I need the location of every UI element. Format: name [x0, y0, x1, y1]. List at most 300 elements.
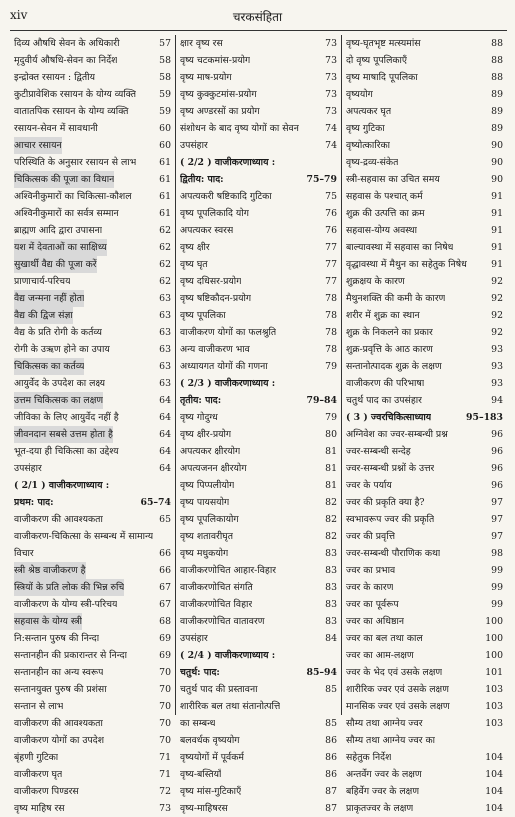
toc-entry-title: द्वितीय: पाद:: [180, 174, 224, 185]
toc-entry: [346, 613, 503, 630]
toc-entry: [180, 732, 337, 749]
toc-entry-page: 90: [491, 157, 503, 168]
toc-entry: [14, 256, 171, 273]
toc-entry: [346, 205, 503, 222]
toc-entry-title: कुटीप्रावेशिक रसायन के योग्य व्यक्ति: [14, 89, 137, 100]
toc-entry-title: ज्वर के कारण: [346, 582, 394, 593]
toc-entry-page: 85: [325, 684, 337, 695]
toc-entry: [180, 630, 337, 647]
toc-entry: [14, 137, 171, 154]
toc-entry: [180, 324, 337, 341]
toc-entry: [180, 494, 337, 511]
toc-entry-title: मानसिक ज्वर एवं उसके लक्षण: [346, 701, 450, 712]
toc-entry: [346, 52, 503, 69]
toc-entry-page: 71: [159, 752, 171, 763]
toc-entry-title: उपसंहार: [180, 140, 208, 151]
toc-entry-page: 59: [159, 89, 171, 100]
toc-entry-title: वृष्य पूपलिकादि योग: [180, 208, 249, 219]
toc-entry: [14, 154, 171, 171]
toc-entry-page: 90: [491, 174, 503, 185]
toc-entry-page: 74: [325, 123, 337, 134]
toc-entry-page: 87: [325, 803, 337, 814]
section-heading: [180, 154, 337, 171]
toc-entry-title: अध्यायगत योगों की गणना: [180, 361, 268, 372]
toc-entry-page: 75–79: [306, 174, 337, 185]
toc-entry-page: 83: [325, 582, 337, 593]
toc-entry-title: वाजीकरणोचित विहार: [180, 599, 253, 610]
toc-entry-title: विचार: [14, 548, 34, 559]
toc-entry-title: शारीरिक बल तथा संतानोत्पत्ति: [180, 701, 281, 712]
toc-entry-page: 80: [325, 429, 337, 440]
toc-entry-page: 91: [491, 242, 503, 253]
toc-entry: [346, 154, 503, 171]
toc-entry: [14, 69, 171, 86]
toc-entry-page: 63: [159, 378, 171, 389]
toc-entry: [14, 222, 171, 239]
toc-entry-page: 81: [325, 446, 337, 457]
section-heading: [14, 494, 171, 511]
toc-entry-page: 69: [159, 633, 171, 644]
toc-entry-title: प्राकृतज्वर के लक्षण: [346, 803, 414, 814]
toc-entry-title: अग्निवेश का ज्वर-सम्बन्धी प्रश्न: [346, 429, 448, 440]
toc-entry: [14, 732, 171, 749]
toc-entry: [346, 579, 503, 596]
toc-entry-page: 82: [325, 531, 337, 542]
toc-entry: [180, 341, 337, 358]
toc-entry-page: 88: [491, 55, 503, 66]
toc-entry-title: वृष्य मधुकयोग: [180, 548, 229, 559]
toc-entry: [14, 426, 171, 443]
toc-entry-title: वृष्य पिप्पलीयोग: [180, 480, 235, 491]
toc-entry-page: 96: [491, 446, 503, 457]
toc-entry-title: वृष्य माषादि पूपलिका: [346, 72, 418, 83]
toc-entry-title: वाजीकरणोचित संगति: [180, 582, 253, 593]
contents-column-1: [10, 35, 176, 814]
toc-entry: [180, 307, 337, 324]
toc-entry: [180, 290, 337, 307]
toc-entry-page: 77: [325, 276, 337, 287]
toc-entry-page: 62: [159, 276, 171, 287]
toc-entry-title: शरीर में शुक्र का स्थान: [346, 310, 420, 321]
toc-entry-title: अश्विनीकुमारों का सर्वत्र सम्मान: [14, 208, 119, 219]
toc-entry-title: सौम्य तथा आग्नेय ज्वर का: [346, 735, 436, 746]
toc-entry-title: वृष्य शतावरीघृत: [180, 531, 234, 542]
toc-entry-page: 91: [491, 208, 503, 219]
toc-entry-page: 103: [485, 684, 503, 695]
toc-entry-title: सन्तानहीन का अन्य स्वरूप: [14, 667, 104, 678]
toc-entry-title: चतुर्थ पाद की प्रस्तावना: [180, 684, 258, 695]
toc-entry: [180, 239, 337, 256]
toc-entry: [346, 477, 503, 494]
toc-entry-title: वृष्य दधिसर-प्रयोग: [180, 276, 242, 287]
toc-entry: [14, 324, 171, 341]
contents-columns: [10, 35, 507, 814]
toc-entry-title: चतुर्थ पाद का उपसंहार: [346, 395, 422, 406]
toc-entry-title: ( 2/3 ) वाजीकरणाध्याय :: [180, 378, 276, 389]
toc-entry-title: आचार रसायन: [14, 137, 62, 154]
toc-entry-title: उपसंहार: [14, 463, 42, 474]
toc-entry-page: 100: [485, 650, 503, 661]
toc-entry-title: दिव्य औषधि सेवन के अधिकारी: [14, 38, 120, 49]
toc-entry-title: दो वृष्य पूपलिकाएँ: [346, 55, 408, 66]
toc-entry-title: वृष्ययोगों में पूर्वकर्म: [180, 752, 244, 763]
toc-entry-title: वाजीकरण की परिभाषा: [346, 378, 425, 389]
toc-entry: [346, 375, 503, 392]
toc-entry: [346, 239, 503, 256]
toc-entry: [180, 103, 337, 120]
toc-entry: [180, 800, 337, 817]
toc-entry-page: 97: [491, 514, 503, 525]
toc-entry-title: ज्वर का पूर्वरूप: [346, 599, 399, 610]
toc-entry: [180, 358, 337, 375]
toc-entry-page: 60: [159, 123, 171, 134]
toc-entry-page: 70: [159, 701, 171, 712]
toc-entry-title: वृष्य माष-प्रयोग: [180, 72, 232, 83]
toc-entry: [180, 528, 337, 545]
toc-entry-title: ( 2/4 ) वाजीकरणाध्याय :: [180, 650, 276, 661]
toc-entry-title: वृष्य-द्रव्य-संकेत: [346, 157, 399, 168]
toc-entry-page: 92: [491, 310, 503, 321]
toc-entry-title: उपसंहार: [180, 633, 208, 644]
toc-entry-title: परिस्थिति के अनुसार रसायन से लाभ: [14, 157, 137, 168]
toc-entry-title: स्त्री-सहवास का उचित समय: [346, 174, 440, 185]
toc-entry-page: 63: [159, 327, 171, 338]
toc-entry: [346, 681, 503, 698]
toc-entry-page: 89: [491, 89, 503, 100]
toc-entry-page: 63: [159, 310, 171, 321]
toc-entry-page: 78: [325, 344, 337, 355]
toc-entry-title: ज्वर का अधिष्ठान: [346, 616, 405, 627]
toc-entry: [180, 579, 337, 596]
section-heading: [180, 647, 337, 664]
header-rule: [10, 30, 507, 31]
toc-entry-page: 101: [485, 667, 503, 678]
toc-entry: [14, 205, 171, 222]
toc-entry-title: वैद्य की द्विज संज्ञा: [14, 307, 73, 324]
toc-entry-page: 87: [325, 786, 337, 797]
toc-entry: [346, 324, 503, 341]
toc-entry-page: 99: [491, 565, 503, 576]
toc-entry: [180, 426, 337, 443]
toc-entry: [346, 545, 503, 562]
toc-entry-title: स्त्री श्रेष्ठ वाजीकरण है: [14, 562, 86, 579]
toc-entry-page: 97: [491, 497, 503, 508]
toc-entry: [346, 69, 503, 86]
section-heading: [346, 409, 503, 426]
toc-entry-title: वाजीकरण योगों का फलश्रुति: [180, 327, 277, 338]
toc-entry-page: 81: [325, 463, 337, 474]
toc-entry-title: सहेतुक निर्देश: [346, 752, 392, 763]
toc-entry-title: ( 2/1 ) वाजीकरणाध्याय :: [14, 480, 110, 491]
toc-entry: [346, 392, 503, 409]
toc-entry-page: 71: [159, 769, 171, 780]
toc-entry-page: 97: [491, 531, 503, 542]
toc-entry-page: 77: [325, 259, 337, 270]
toc-entry: [14, 800, 171, 817]
toc-entry-page: 79: [325, 412, 337, 423]
toc-entry: [346, 35, 503, 52]
toc-entry-page: 77: [325, 242, 337, 253]
toc-entry-title: वृष्ययोग: [346, 89, 373, 100]
toc-entry: [180, 86, 337, 103]
toc-entry-title: ( 2/2 ) वाजीकरणाध्याय :: [180, 157, 276, 168]
toc-entry: [14, 120, 171, 137]
toc-entry: [180, 613, 337, 630]
toc-entry-title: अपत्यजनन क्षीरयोग: [180, 463, 247, 474]
toc-entry-title: चिकित्सक की पूजा का विधान: [14, 171, 114, 188]
toc-entry: [346, 290, 503, 307]
toc-entry: [14, 392, 171, 409]
toc-entry-page: 63: [159, 361, 171, 372]
toc-entry: [14, 35, 171, 52]
toc-entry: [180, 715, 337, 732]
toc-entry-page: 86: [325, 735, 337, 746]
toc-entry-page: 103: [485, 718, 503, 729]
toc-entry-title: ब्राह्मण आदि द्वारा उपासना: [14, 225, 103, 236]
toc-entry-title: वाजीकरण के योग्य स्त्री-परिचय: [14, 599, 118, 610]
toc-entry-page: 83: [325, 616, 337, 627]
toc-entry: [180, 69, 337, 86]
toc-entry-title: उत्तम चिकित्सक का लक्षण: [14, 392, 103, 409]
toc-entry-title: वृष्य मांस-गुटिकाएँ: [180, 786, 242, 797]
toc-entry-title: वाजीकरण की आवश्यकता: [14, 718, 103, 729]
toc-entry-title: बलवर्धक वृष्ययोग: [180, 735, 240, 746]
toc-entry-title: वृष्योत्कारिका: [346, 140, 391, 151]
toc-entry-title: ( 3 ) ज्वरचिकित्साध्याय: [346, 412, 432, 423]
toc-entry-title: सुखार्थी वैद्य की पूजा करें: [14, 256, 97, 273]
toc-entry-title: तृतीय: पाद:: [180, 395, 222, 406]
toc-entry-page: 73: [159, 803, 171, 814]
toc-entry: [346, 307, 503, 324]
toc-entry-page: 83: [325, 599, 337, 610]
toc-entry-title: रसायन-सेवन में सावधानी: [14, 123, 98, 134]
toc-entry: [14, 766, 171, 783]
toc-entry-title: वृष्य अण्डरसों का प्रयोग: [180, 106, 260, 117]
toc-entry-page: 76: [325, 225, 337, 236]
toc-entry-title: वृष्य कुक्कुटमांस-प्रयोग: [180, 89, 257, 100]
toc-entry-page: 67: [159, 599, 171, 610]
toc-entry-page: 73: [325, 55, 337, 66]
toc-entry-title: क्षार वृष्य रस: [180, 38, 223, 49]
toc-entry-page: 82: [325, 497, 337, 508]
toc-entry: [180, 52, 337, 69]
toc-entry-title: आयुर्वेद के उपदेश का लक्ष्य: [14, 378, 105, 389]
toc-entry: [180, 222, 337, 239]
toc-entry-page: 81: [325, 480, 337, 491]
toc-entry: [346, 732, 503, 749]
toc-entry: [180, 766, 337, 783]
toc-entry-page: 67: [159, 582, 171, 593]
toc-entry-title: ज्वर के भेद एवं उसके लक्षण: [346, 667, 443, 678]
toc-entry: [14, 171, 171, 188]
toc-entry-page: 78: [325, 310, 337, 321]
toc-entry-title: यश में देवताओं का साक्षिध्य: [14, 239, 107, 256]
toc-entry-page: 91: [491, 259, 503, 270]
toc-entry-title: सौम्य तथा आग्नेय ज्वर: [346, 718, 423, 729]
toc-entry: [14, 613, 171, 630]
toc-entry-page: 69: [159, 650, 171, 661]
toc-entry: [346, 664, 503, 681]
toc-entry-title: सहवास के योग्य स्त्री: [14, 613, 82, 630]
toc-entry: [14, 239, 171, 256]
toc-entry: [346, 596, 503, 613]
toc-entry-title: वाजीकरण की आवश्यकता: [14, 514, 103, 525]
toc-entry-page: 70: [159, 735, 171, 746]
toc-entry: [346, 630, 503, 647]
toc-entry-page: 78: [325, 327, 337, 338]
toc-entry: [14, 511, 171, 528]
toc-entry-page: 58: [159, 72, 171, 83]
toc-entry-title: अपत्यकर घृत: [346, 106, 392, 117]
toc-entry-title: ज्वर की प्रकृति क्या है?: [346, 497, 425, 508]
section-heading: [14, 477, 171, 494]
toc-entry: [14, 698, 171, 715]
running-title: चरकसंहिता: [232, 10, 283, 24]
section-heading: [180, 664, 337, 681]
toc-entry: [346, 443, 503, 460]
toc-entry-page: 92: [491, 293, 503, 304]
toc-entry-title: ज्वर-सम्बन्धी पौराणिक कथा: [346, 548, 441, 559]
toc-entry-page: 74: [325, 140, 337, 151]
toc-entry-page: 93: [491, 344, 503, 355]
toc-entry-title: ज्वर का आम-लक्षण: [346, 650, 414, 661]
toc-entry: [180, 443, 337, 460]
toc-entry-page: 104: [485, 752, 503, 763]
section-heading: [180, 375, 337, 392]
toc-entry-page: 64: [159, 412, 171, 423]
toc-entry-title: बाल्यावस्था में सहवास का निषेध: [346, 242, 454, 253]
toc-entry-page: 83: [325, 565, 337, 576]
toc-entry-page: 57: [159, 38, 171, 49]
toc-entry: [346, 698, 503, 715]
toc-entry-page: 64: [159, 429, 171, 440]
toc-entry-title: शुक्रक्षय के कारण: [346, 276, 405, 287]
toc-entry-page: 99: [491, 599, 503, 610]
toc-entry-title: प्राणाचार्य-परिचय: [14, 276, 71, 287]
toc-entry-page: 90: [491, 140, 503, 151]
toc-entry-title: अपत्यकर स्वरस: [180, 225, 234, 236]
toc-entry: [180, 120, 337, 137]
toc-entry-title: वृष्य गोदुग्ध: [180, 412, 218, 423]
toc-entry-page: 62: [159, 242, 171, 253]
toc-entry: [180, 545, 337, 562]
toc-entry-page: 100: [485, 616, 503, 627]
toc-entry-title: शारीरिक ज्वर एवं उसके लक्षण: [346, 684, 449, 695]
toc-entry: [346, 358, 503, 375]
toc-entry: [346, 120, 503, 137]
toc-entry-page: 89: [491, 123, 503, 134]
toc-entry-page: 82: [325, 514, 337, 525]
toc-entry-page: 66: [159, 565, 171, 576]
toc-entry: [14, 681, 171, 698]
toc-entry: [346, 256, 503, 273]
toc-entry: [180, 35, 337, 52]
toc-entry-title: मृदुवीर्य औषधि-सेवन का निर्देश: [14, 55, 118, 66]
toc-entry-title: वृष्य गुटिका: [346, 123, 385, 134]
toc-entry-title: चिकित्सक का कर्तव्य: [14, 358, 84, 375]
toc-entry: [180, 205, 337, 222]
toc-entry-title: वृष्य पूपलिका: [180, 310, 226, 321]
toc-entry: [14, 562, 171, 579]
toc-entry-title: वाजीकरण घृत: [14, 769, 63, 780]
toc-entry-page: 104: [485, 786, 503, 797]
toc-entry: [180, 273, 337, 290]
toc-entry-title: वाजीकरणोचित आहार-विहार: [180, 565, 277, 576]
toc-entry-page: 73: [325, 106, 337, 117]
toc-entry-page: 64: [159, 395, 171, 406]
page-header: [0, 0, 515, 30]
section-heading: [180, 171, 337, 188]
toc-entry-page: 70: [159, 684, 171, 695]
toc-entry-title: वाजीकरण पिण्डरस: [14, 786, 79, 797]
toc-entry-page: 86: [325, 752, 337, 763]
toc-entry: [14, 579, 171, 596]
toc-entry: [346, 511, 503, 528]
toc-entry-page: 70: [159, 667, 171, 678]
toc-entry-title: सन्तानोत्पादक शुक्र के लक्षण: [346, 361, 442, 372]
toc-entry: [346, 188, 503, 205]
toc-entry-title: नि:सन्तान पुरुष की निन्दा: [14, 633, 100, 644]
toc-entry: [346, 171, 503, 188]
toc-entry: [180, 460, 337, 477]
toc-entry-page: 103: [485, 701, 503, 712]
toc-entry-title: वाजीकरणोचित वातावरण: [180, 616, 265, 627]
toc-entry: [14, 86, 171, 103]
toc-entry: [346, 341, 503, 358]
toc-entry-page: 65: [159, 514, 171, 525]
toc-entry-page: 61: [159, 191, 171, 202]
toc-entry-page: 72: [159, 786, 171, 797]
toc-entry-title: वाजीकरण योगों का उपदेश: [14, 735, 105, 746]
toc-entry: [14, 341, 171, 358]
toc-entry: [14, 596, 171, 613]
toc-entry-title: शुक्र-प्रवृत्ति के आठ कारण: [346, 344, 433, 355]
toc-entry-title: जीविका के लिए आयुर्वेद नहीं है: [14, 412, 119, 423]
toc-entry: [180, 477, 337, 494]
toc-entry-title: वृष्य-माहिषरस: [180, 803, 228, 814]
toc-entry-page: 62: [159, 259, 171, 270]
toc-entry: [180, 681, 337, 698]
toc-entry: [14, 290, 171, 307]
toc-entry: [14, 715, 171, 732]
toc-entry-title: वैद्य जन्मना नहीं होता: [14, 290, 84, 307]
toc-entry-page: 93: [491, 378, 503, 389]
toc-entry-page: 61: [159, 157, 171, 168]
toc-entry-title: प्रथम: पाद:: [14, 497, 54, 508]
toc-entry-page: 92: [491, 327, 503, 338]
toc-entry-page: 73: [325, 38, 337, 49]
toc-entry-page: 63: [159, 293, 171, 304]
toc-entry: [180, 511, 337, 528]
toc-entry-title: वृष्य-घृतभृष्ट मत्स्यमांस: [346, 38, 421, 49]
toc-entry: [346, 86, 503, 103]
toc-entry-page: 60: [159, 140, 171, 151]
toc-entry: [180, 698, 337, 715]
toc-entry-page: 64: [159, 446, 171, 457]
toc-entry-page: 85: [325, 718, 337, 729]
toc-entry-page: 64: [159, 463, 171, 474]
toc-entry-title: सहवास-योग्य अवस्था: [346, 225, 418, 236]
toc-entry: [14, 460, 171, 477]
toc-entry: [14, 409, 171, 426]
toc-entry-page: 85–94: [306, 667, 337, 678]
toc-entry-title: स्वभावरूप ज्वर की प्रकृति: [346, 514, 435, 525]
toc-entry-title: वैद्य के प्रति रोगी के कर्तव्य: [14, 327, 102, 338]
toc-entry: [346, 715, 503, 732]
toc-entry: [14, 630, 171, 647]
toc-entry-page: 95–183: [466, 412, 503, 423]
toc-entry-page: 58: [159, 55, 171, 66]
